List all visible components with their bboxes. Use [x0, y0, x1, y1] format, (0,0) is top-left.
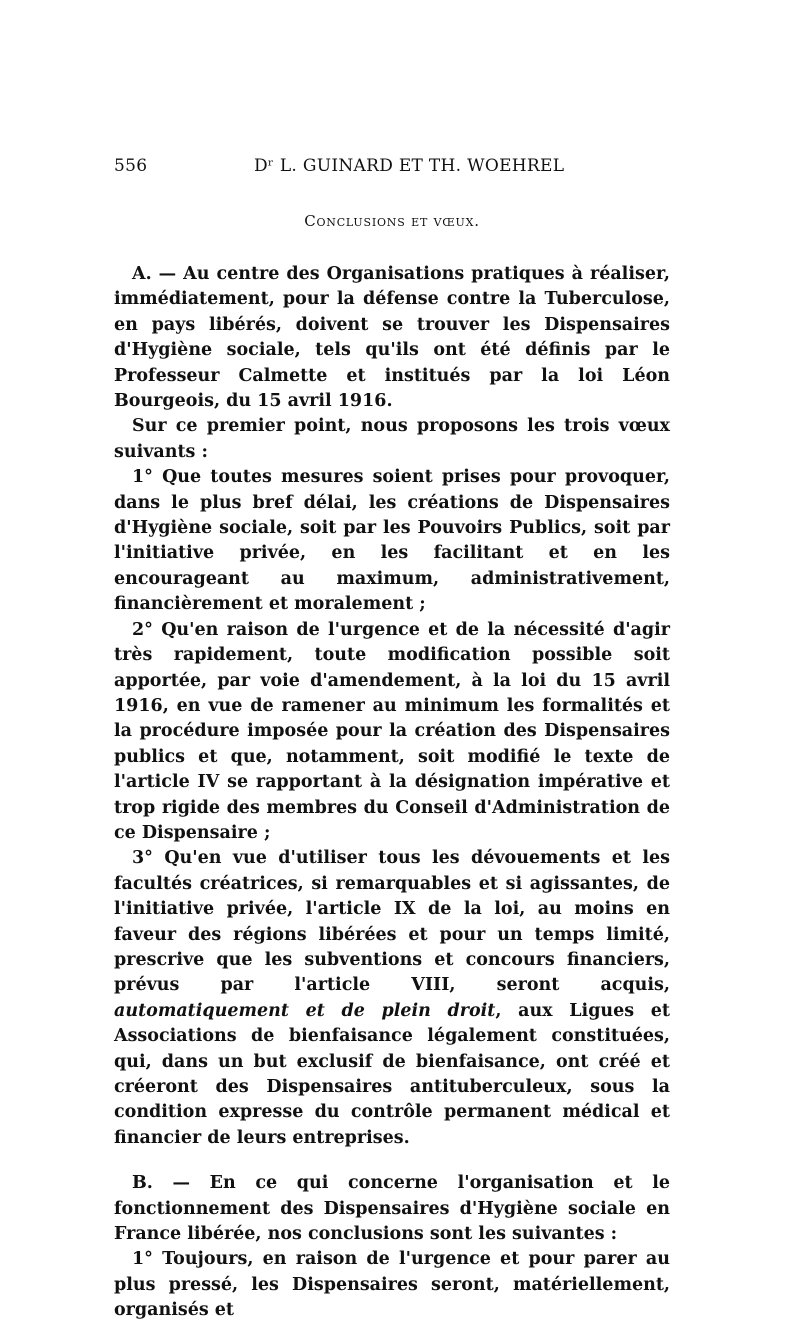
voeu-3-text-start: 3° Qu'en vue d'utiliser tous les dévouements et les facultés créatrices, si remarquables et si agissantes, de l'initiative privée, l'article IX de la loi, au moins en faveur des régions libérées et pour un temps limité, prescrive que les subventions et concours financiers, prévus par l'article VIII, seront acquis, — [114, 848, 670, 996]
paragraph-intro-voeux: Sur ce premier point, nous proposons les trois vœux suivants : — [114, 416, 670, 462]
page-header — [114, 150, 670, 180]
paragraph-voeu-3 — [114, 846, 670, 1151]
body-text — [114, 262, 670, 1324]
running-head: Dʳ L. GUINARD ET TH. WOEHREL — [254, 156, 565, 176]
paragraph-voeu-1: 1° Que toutes mesures soient prises pour provoquer, dans le plus bref délai, les créations de Dispensaires d'Hygiène sociale, soit par les Pouvoirs Publics, soit par l'initiative privée, en les facilitant et en les encourageant au maximum, administrativement, financièrement et moralement ; — [114, 467, 670, 615]
paragraph-a: A. — Au centre des Organisations pratiques à réaliser, immédiatement, pour la défense contre la Tuberculose, en pays libérés, doivent se trouver les Dispensaires d'Hygiène sociale, tels qu'ils ont été définis par le Professeur Calmette et institués par la loi Léon Bourgeois, du 15 avril 1916. — [114, 264, 670, 412]
voeu-3-text-end: , aux Ligues et Associations de bienfaisance légalement constituées, qui, dans un but exclusif de bienfaisance, ont créé et créeront des Dispensaires antituberculeux, sous la condition expresse du contrôle permanent médical et financier de leurs entreprises. — [114, 1000, 671, 1148]
page-number: 556 — [114, 156, 148, 176]
voeu-3-italic-text: automatiquement et de plein droit — [114, 1000, 496, 1021]
paragraph-b: B. — En ce qui concerne l'organisation et le fonctionnement des Dispensaires d'Hygiène sociale en France libérée, nos conclusions sont les suivantes : — [114, 1173, 670, 1245]
section-title: Conclusions et vœux. — [304, 212, 480, 230]
paragraph-voeu-2: 2° Qu'en raison de l'urgence et de la nécessité d'agir très rapidement, toute modification possible soit apportée, par voie d'amendement, à la loi du 15 avril 1916, en vue de ramener au minimum les formalités et la procédure imposée pour la création des Dispensaires publics et que, notamment, soit modifié le texte de l'article IV se rapportant à la désignation impérative et trop rigide des membres du Conseil d'Administration de ce Dispensaire ; — [114, 619, 670, 843]
paragraph-b-1: 1° Toujours, en raison de l'urgence et pour parer au plus pressé, les Dispensaires seront, matériellement, organisés et — [114, 1249, 670, 1321]
